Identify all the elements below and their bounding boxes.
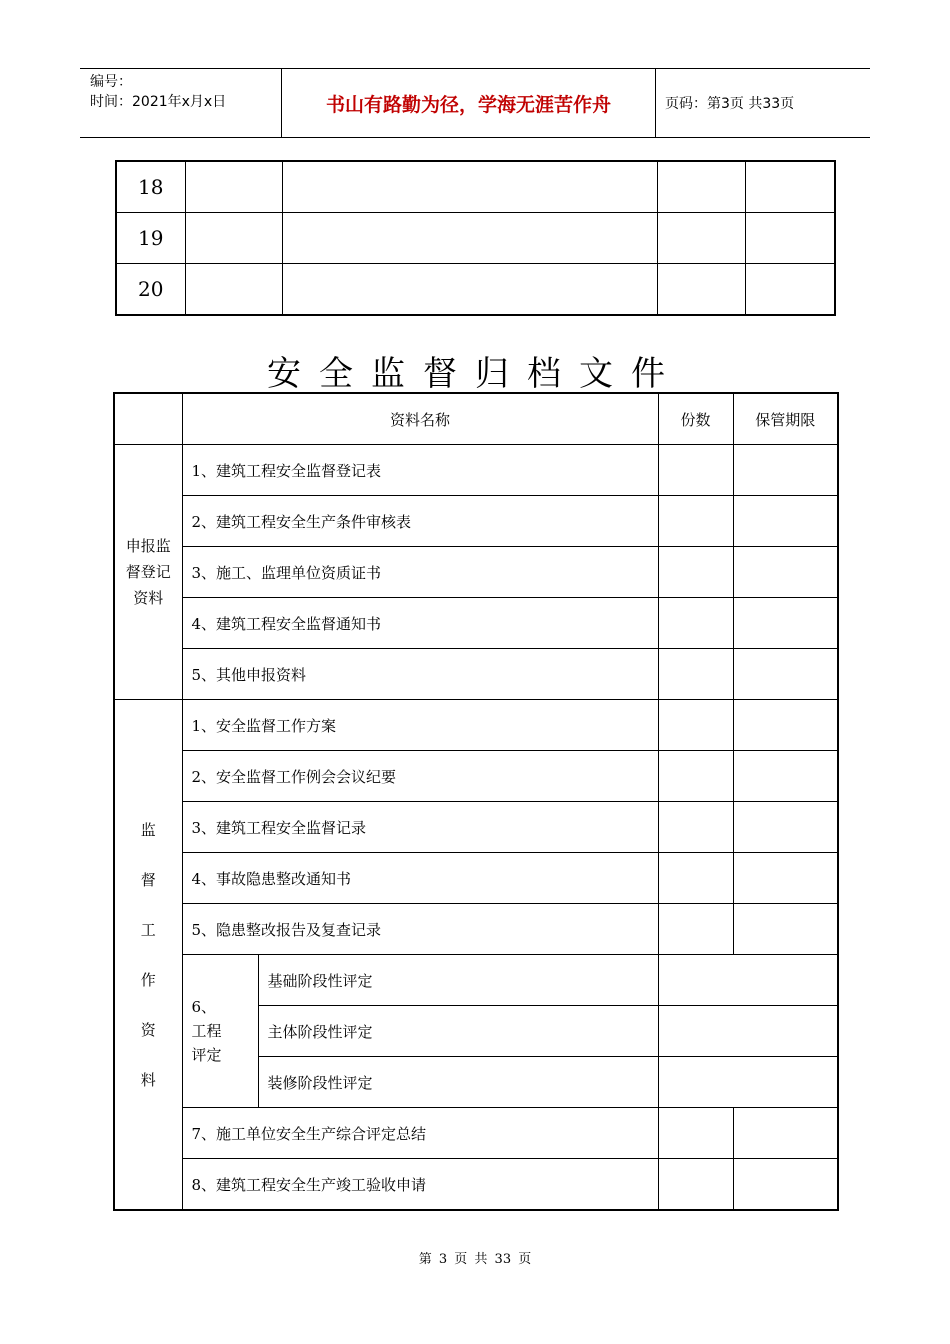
category-char: 监 bbox=[140, 820, 156, 839]
row-number: 19 bbox=[116, 213, 185, 264]
time-label: 时间：2021年x月x日 bbox=[90, 94, 227, 110]
header-meta bbox=[80, 69, 281, 137]
item-label: 3、建筑工程安全监督记录 bbox=[182, 802, 658, 853]
item-label: 5、其他申报资料 bbox=[182, 649, 658, 700]
table-row bbox=[116, 213, 835, 264]
category-supervision bbox=[114, 700, 182, 1211]
table-row bbox=[114, 1159, 838, 1211]
header-page-info: 页码：第3页 共33页 bbox=[665, 96, 795, 112]
table-row bbox=[114, 445, 838, 496]
category-char: 作 bbox=[140, 970, 156, 989]
page-footer: 第 3 页 共 33 页 bbox=[418, 1252, 532, 1267]
item-label: 8、建筑工程安全生产竣工验收申请 bbox=[182, 1159, 658, 1211]
page-header bbox=[80, 68, 870, 138]
table-header-row bbox=[114, 393, 838, 445]
row-number: 20 bbox=[116, 264, 185, 316]
table-row bbox=[114, 751, 838, 802]
category-label: 申报监督登记资料 bbox=[125, 537, 171, 607]
table-row bbox=[114, 802, 838, 853]
row-number: 18 bbox=[116, 161, 185, 213]
category-application bbox=[114, 445, 182, 700]
item-label: 2、建筑工程安全生产条件审核表 bbox=[182, 496, 658, 547]
header-motto: 书山有路勤为径，学海无涯苦作舟 bbox=[281, 69, 656, 137]
number-label: 编号： bbox=[90, 74, 132, 90]
header-copies: 份数 bbox=[658, 393, 733, 445]
table-row bbox=[116, 161, 835, 213]
table-row bbox=[114, 1108, 838, 1159]
item-label: 1、安全监督工作方案 bbox=[182, 700, 658, 751]
table-row bbox=[114, 496, 838, 547]
table-row bbox=[114, 853, 838, 904]
sub-item-label: 主体阶段性评定 bbox=[258, 1006, 658, 1057]
category-char: 料 bbox=[140, 1070, 156, 1089]
document-title: 安全监督归档文件 bbox=[267, 354, 683, 394]
table-row bbox=[114, 904, 838, 955]
archive-table bbox=[113, 392, 839, 1211]
category-char: 督 bbox=[140, 870, 156, 889]
item-label: 3、施工、监理单位资质证书 bbox=[182, 547, 658, 598]
category-char: 工 bbox=[140, 920, 156, 939]
table-row bbox=[114, 598, 838, 649]
table-row bbox=[114, 700, 838, 751]
table-row bbox=[114, 955, 838, 1006]
header-name: 资料名称 bbox=[182, 393, 658, 445]
table-row bbox=[114, 547, 838, 598]
category-char: 资 bbox=[140, 1020, 156, 1039]
sub-item-label: 装修阶段性评定 bbox=[258, 1057, 658, 1108]
item-label: 4、建筑工程安全监督通知书 bbox=[182, 598, 658, 649]
sub-item-label: 基础阶段性评定 bbox=[258, 955, 658, 1006]
item-label: 1、建筑工程安全监督登记表 bbox=[182, 445, 658, 496]
item-label: 7、施工单位安全生产综合评定总结 bbox=[182, 1108, 658, 1159]
item-label: 2、安全监督工作例会会议纪要 bbox=[182, 751, 658, 802]
item-label: 5、隐患整改报告及复查记录 bbox=[182, 904, 658, 955]
item6-label: 6、 工程 评定 bbox=[182, 955, 258, 1108]
table-row bbox=[116, 264, 835, 316]
item-label: 4、事故隐患整改通知书 bbox=[182, 853, 658, 904]
header-retention: 保管期限 bbox=[733, 393, 838, 445]
table-row bbox=[114, 649, 838, 700]
continued-table bbox=[115, 160, 836, 316]
